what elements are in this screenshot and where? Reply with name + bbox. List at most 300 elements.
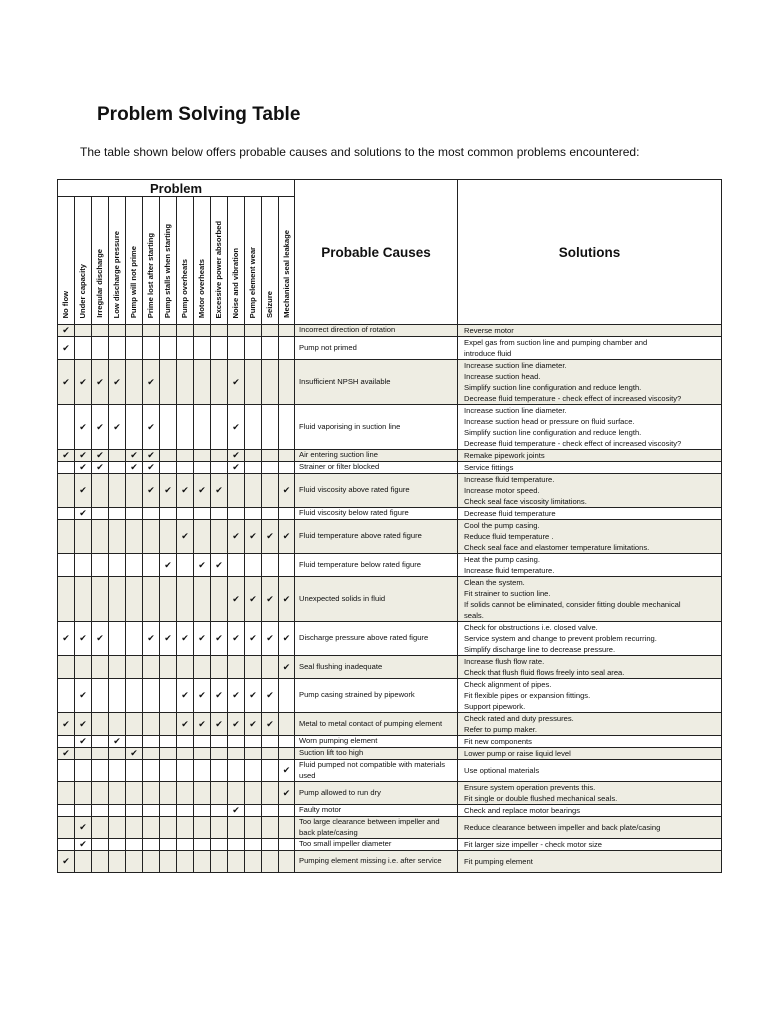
check-cell [262, 805, 279, 817]
check-cell [160, 325, 177, 337]
check-mark-icon: ✔ [79, 462, 87, 472]
check-cell [126, 851, 143, 873]
check-cell [126, 325, 143, 337]
check-mark-icon: ✔ [198, 559, 206, 570]
check-cell [126, 805, 143, 817]
check-cell [211, 520, 228, 554]
check-cell [109, 554, 126, 577]
check-cell [160, 360, 177, 405]
problem-column-label: Irregular discharge [95, 249, 105, 318]
check-cell [194, 520, 211, 554]
check-cell [58, 577, 75, 622]
check-cell [109, 736, 126, 748]
table-row [58, 474, 722, 508]
check-cell [58, 805, 75, 817]
check-mark-icon: ✔ [79, 376, 87, 387]
check-cell [143, 520, 160, 554]
solution-line: Simplify discharge line to decrease pressure. [464, 645, 616, 654]
check-cell [75, 405, 92, 450]
check-mark-icon: ✔ [62, 718, 70, 729]
check-cell [126, 748, 143, 760]
check-mark-icon: ✔ [96, 450, 104, 460]
check-cell [194, 805, 211, 817]
check-cell [126, 462, 143, 474]
problem-column-label: Pump overheats [180, 258, 190, 318]
check-cell [160, 337, 177, 360]
cause-cell: Air entering suction line [295, 450, 458, 462]
solution-line: Reduce fluid temperature . [464, 532, 554, 541]
problem-column-label: Mechanical seal leakage [281, 230, 291, 318]
check-cell [75, 520, 92, 554]
check-cell [92, 805, 109, 817]
check-cell [109, 760, 126, 782]
check-cell [126, 337, 143, 360]
check-cell [279, 337, 295, 360]
check-cell [92, 405, 109, 450]
table-row [58, 760, 722, 782]
check-cell [262, 760, 279, 782]
solution-line: Check seal face and elastomer temperature limitations. [464, 543, 650, 552]
solution-cell [458, 760, 722, 782]
cause-cell: Pump casing strained by pipework [295, 679, 458, 713]
check-mark-icon: ✔ [232, 633, 240, 643]
solution-line: Increase suction head or pressure on fluid surface. [464, 417, 635, 426]
check-cell [143, 748, 160, 760]
solution-cell [458, 360, 722, 405]
check-cell [228, 325, 245, 337]
check-cell [126, 360, 143, 405]
check-cell [228, 474, 245, 508]
check-cell [262, 405, 279, 450]
solution-cell [458, 656, 722, 679]
check-mark-icon: ✔ [232, 593, 240, 604]
check-cell [92, 839, 109, 851]
solution-line: Increase flush flow rate. [464, 657, 545, 666]
cause-cell: Pump not primed [295, 337, 458, 360]
check-mark-icon: ✔ [198, 485, 206, 495]
check-cell [58, 337, 75, 360]
check-mark-icon: ✔ [62, 325, 70, 335]
solution-line: Expel gas from suction line and pumping chamber and [464, 338, 648, 347]
table-row [58, 839, 722, 851]
check-cell [160, 656, 177, 679]
check-cell [58, 851, 75, 873]
solution-cell [458, 474, 722, 508]
solution-line: Fit larger size impeller - check motor size [464, 840, 602, 849]
solution-line: Service fittings [464, 463, 514, 472]
check-cell [143, 656, 160, 679]
check-cell [262, 748, 279, 760]
solution-line: Fit single or double flushed mechanical seals. [464, 794, 618, 803]
check-cell [211, 679, 228, 713]
check-cell [109, 805, 126, 817]
table-row [58, 805, 722, 817]
check-cell [177, 839, 194, 851]
cause-cell: Insufficient NPSH available [295, 360, 458, 405]
check-mark-icon: ✔ [215, 633, 223, 643]
check-cell [262, 337, 279, 360]
check-cell [211, 325, 228, 337]
check-cell [160, 760, 177, 782]
check-cell [228, 817, 245, 839]
check-cell [143, 782, 160, 805]
check-cell [245, 622, 262, 656]
check-cell [279, 508, 295, 520]
check-cell [194, 748, 211, 760]
check-mark-icon: ✔ [266, 593, 274, 604]
check-cell [245, 748, 262, 760]
solution-cell [458, 851, 722, 873]
check-cell [143, 450, 160, 462]
solution-line: Increase suction line diameter. [464, 361, 567, 370]
solution-line: introduce fluid [464, 349, 512, 358]
check-cell [160, 782, 177, 805]
check-cell [245, 554, 262, 577]
check-cell [245, 713, 262, 736]
solution-line: Decrease fluid temperature - check effect of increased viscosity? [464, 439, 682, 448]
solution-line: Use optional materials [464, 766, 540, 775]
check-mark-icon: ✔ [113, 736, 121, 746]
check-cell [279, 817, 295, 839]
problem-column-label: Prime lost after starting [146, 232, 156, 318]
check-cell [92, 656, 109, 679]
check-cell [279, 450, 295, 462]
cause-cell: Too small impeller diameter [295, 839, 458, 851]
check-cell [92, 851, 109, 873]
check-mark-icon: ✔ [249, 718, 257, 729]
check-cell [126, 782, 143, 805]
problem-solving-table [57, 179, 722, 873]
cause-cell: Faulty motor [295, 805, 458, 817]
check-cell [177, 782, 194, 805]
check-cell [211, 760, 228, 782]
table-row [58, 817, 722, 839]
check-cell [228, 360, 245, 405]
table-row [58, 736, 722, 748]
check-cell [58, 679, 75, 713]
table-body [58, 325, 722, 873]
cause-cell: Too large clearance between impeller and back plate/casing [295, 817, 458, 839]
check-cell [109, 679, 126, 713]
problem-column-header [279, 197, 295, 325]
check-cell [92, 337, 109, 360]
solution-line: Service system and change to prevent problem recurring. [464, 634, 657, 643]
check-cell [109, 462, 126, 474]
solution-cell [458, 462, 722, 474]
solution-cell [458, 748, 722, 760]
check-cell [211, 337, 228, 360]
check-cell [143, 760, 160, 782]
check-cell [245, 520, 262, 554]
solution-cell [458, 622, 722, 656]
check-cell [262, 817, 279, 839]
check-cell [211, 577, 228, 622]
check-cell [262, 839, 279, 851]
check-cell [160, 817, 177, 839]
check-cell [143, 851, 160, 873]
check-cell [58, 325, 75, 337]
check-cell [160, 748, 177, 760]
check-cell [245, 450, 262, 462]
check-cell [143, 508, 160, 520]
solution-line: Fit new components [464, 737, 532, 746]
check-mark-icon: ✔ [79, 485, 87, 495]
cause-cell: Strainer or filter blocked [295, 462, 458, 474]
check-cell [92, 817, 109, 839]
check-cell [126, 713, 143, 736]
solution-cell [458, 554, 722, 577]
problem-column-header [262, 197, 279, 325]
check-cell [279, 839, 295, 851]
check-cell [262, 360, 279, 405]
check-cell [279, 577, 295, 622]
check-cell [143, 622, 160, 656]
check-cell [160, 520, 177, 554]
solution-line: seals. [464, 611, 484, 620]
cause-cell: Suction lift too high [295, 748, 458, 760]
check-mark-icon: ✔ [147, 376, 155, 387]
check-cell [262, 679, 279, 713]
check-cell [75, 622, 92, 656]
check-cell [194, 462, 211, 474]
check-cell [228, 554, 245, 577]
check-mark-icon: ✔ [130, 462, 138, 472]
solution-line: Support pipework. [464, 702, 526, 711]
table-row [58, 782, 722, 805]
check-cell [160, 622, 177, 656]
check-cell [262, 520, 279, 554]
check-mark-icon: ✔ [79, 633, 87, 643]
cause-cell: Incorrect direction of rotation [295, 325, 458, 337]
check-cell [160, 736, 177, 748]
check-cell [194, 337, 211, 360]
check-cell [211, 554, 228, 577]
check-mark-icon: ✔ [215, 690, 223, 700]
solution-cell [458, 405, 722, 450]
check-cell [92, 554, 109, 577]
check-mark-icon: ✔ [62, 376, 70, 387]
table-row [58, 360, 722, 405]
check-mark-icon: ✔ [79, 822, 87, 832]
solution-line: Increase suction head. [464, 372, 541, 381]
check-mark-icon: ✔ [232, 462, 240, 472]
check-mark-icon: ✔ [266, 718, 274, 729]
problem-column-label: Pump stalls when starting [163, 223, 173, 318]
check-cell [160, 554, 177, 577]
check-cell [126, 679, 143, 713]
check-cell [262, 782, 279, 805]
check-mark-icon: ✔ [181, 690, 189, 700]
problem-column-header [211, 197, 228, 325]
check-cell [109, 713, 126, 736]
check-cell [58, 622, 75, 656]
check-cell [194, 405, 211, 450]
check-cell [245, 462, 262, 474]
check-mark-icon: ✔ [282, 765, 291, 775]
check-mark-icon: ✔ [79, 839, 87, 849]
check-cell [177, 337, 194, 360]
check-cell [160, 577, 177, 622]
cause-cell: Fluid pumped not compatible with materials used [295, 760, 458, 782]
check-cell [177, 360, 194, 405]
check-mark-icon: ✔ [198, 718, 206, 729]
check-cell [177, 554, 194, 577]
check-cell [194, 508, 211, 520]
solution-cell [458, 805, 722, 817]
check-cell [143, 805, 160, 817]
check-cell [92, 679, 109, 713]
check-cell [92, 760, 109, 782]
check-cell [262, 656, 279, 679]
solution-line: Increase fluid temperature. [464, 566, 555, 575]
check-cell [194, 839, 211, 851]
solution-line: Simplify suction line configuration and reduce length. [464, 383, 642, 392]
check-cell [194, 679, 211, 713]
check-cell [245, 839, 262, 851]
check-cell [75, 360, 92, 405]
check-cell [58, 520, 75, 554]
check-cell [75, 554, 92, 577]
check-mark-icon: ✔ [130, 450, 138, 460]
check-mark-icon: ✔ [266, 531, 274, 541]
solution-cell [458, 679, 722, 713]
solution-line: Fit pumping element [464, 857, 533, 866]
intro-text: The table shown below offers probable causes and solutions to the most common problems encountered: [80, 145, 640, 159]
check-mark-icon: ✔ [232, 718, 240, 729]
check-cell [228, 656, 245, 679]
check-cell [92, 782, 109, 805]
check-cell [194, 622, 211, 656]
check-mark-icon: ✔ [282, 485, 291, 495]
page-title: Problem Solving Table [97, 104, 301, 125]
check-cell [75, 782, 92, 805]
check-mark-icon: ✔ [282, 661, 291, 672]
solution-cell [458, 337, 722, 360]
check-cell [109, 622, 126, 656]
problem-header: Problem [58, 180, 295, 197]
check-cell [126, 839, 143, 851]
check-cell [228, 782, 245, 805]
check-mark-icon: ✔ [113, 376, 121, 387]
check-cell [58, 736, 75, 748]
check-cell [177, 748, 194, 760]
check-cell [228, 748, 245, 760]
problem-column-label: Pump element wear [248, 246, 258, 318]
check-cell [75, 713, 92, 736]
solution-cell [458, 577, 722, 622]
check-cell [75, 736, 92, 748]
problem-column-header [126, 197, 143, 325]
check-mark-icon: ✔ [79, 421, 87, 432]
solution-line: Remake pipework joints [464, 451, 545, 460]
check-cell [143, 554, 160, 577]
check-cell [109, 360, 126, 405]
check-cell [58, 474, 75, 508]
check-cell [279, 405, 295, 450]
check-cell [143, 337, 160, 360]
check-cell [245, 656, 262, 679]
check-mark-icon: ✔ [215, 559, 223, 570]
check-cell [126, 817, 143, 839]
solution-cell [458, 817, 722, 839]
table-row [58, 713, 722, 736]
check-mark-icon: ✔ [164, 633, 172, 643]
check-cell [126, 554, 143, 577]
check-mark-icon: ✔ [96, 376, 104, 387]
check-cell [109, 450, 126, 462]
check-cell [211, 622, 228, 656]
check-cell [58, 839, 75, 851]
check-mark-icon: ✔ [232, 376, 240, 387]
check-cell [211, 713, 228, 736]
check-cell [245, 337, 262, 360]
check-cell [92, 622, 109, 656]
check-cell [75, 462, 92, 474]
check-cell [160, 462, 177, 474]
check-mark-icon: ✔ [96, 633, 104, 643]
check-cell [75, 679, 92, 713]
check-cell [160, 679, 177, 713]
check-cell [279, 805, 295, 817]
check-mark-icon: ✔ [96, 462, 104, 472]
check-cell [58, 462, 75, 474]
check-cell [58, 817, 75, 839]
check-cell [177, 474, 194, 508]
check-cell [211, 450, 228, 462]
check-cell [143, 679, 160, 713]
check-cell [109, 474, 126, 508]
check-cell [245, 679, 262, 713]
check-cell [211, 782, 228, 805]
check-cell [194, 554, 211, 577]
check-cell [211, 839, 228, 851]
check-cell [228, 713, 245, 736]
check-cell [177, 760, 194, 782]
solution-line: Increase motor speed. [464, 486, 540, 495]
check-cell [109, 782, 126, 805]
problem-column-label: Under capacity [78, 263, 88, 318]
check-cell [211, 474, 228, 508]
solution-line: Increase suction line diameter. [464, 406, 567, 415]
check-mark-icon: ✔ [181, 485, 189, 495]
solution-line: Reverse motor [464, 326, 514, 335]
check-cell [211, 508, 228, 520]
check-cell [194, 577, 211, 622]
check-cell [143, 713, 160, 736]
check-cell [262, 622, 279, 656]
solution-line: Heat the pump casing. [464, 555, 540, 564]
solution-line: Clean the system. [464, 578, 525, 587]
problem-column-label: Excessive power absorbed [214, 220, 224, 318]
check-cell [228, 450, 245, 462]
solution-line: Refer to pump maker. [464, 725, 538, 734]
check-mark-icon: ✔ [147, 450, 155, 460]
check-cell [126, 577, 143, 622]
check-cell [194, 817, 211, 839]
check-cell [194, 782, 211, 805]
check-cell [262, 508, 279, 520]
problem-column-header [92, 197, 109, 325]
check-cell [279, 554, 295, 577]
check-cell [279, 713, 295, 736]
table-row [58, 405, 722, 450]
check-cell [245, 851, 262, 873]
check-cell [92, 520, 109, 554]
cause-cell: Fluid viscosity below rated figure [295, 508, 458, 520]
solution-cell [458, 782, 722, 805]
cause-cell: Worn pumping element [295, 736, 458, 748]
problem-column-header [245, 197, 262, 325]
